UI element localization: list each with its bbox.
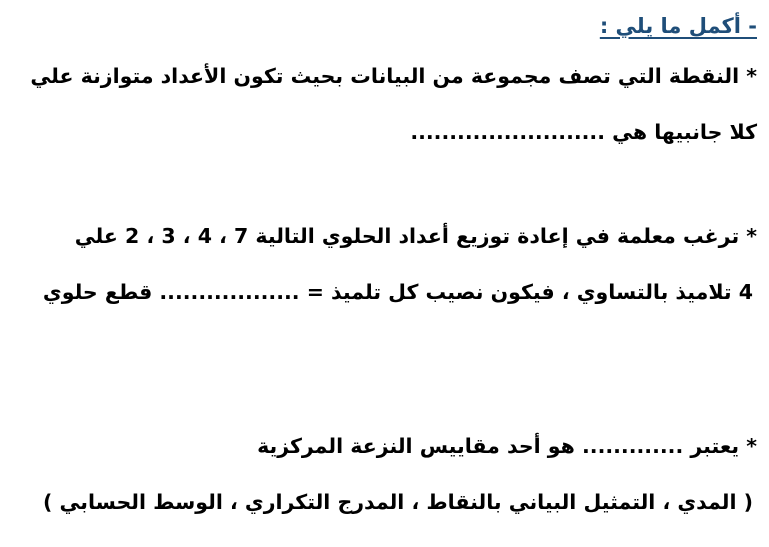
question-1-line-2: كلا جانبيها هي ......................... xyxy=(410,120,757,144)
question-3-line-1: * يعتبر ............. هو أحد مقاييس النزعة المركزية xyxy=(257,434,757,458)
question-1-line-1: * النقطة التي تصف مجموعة من البيانات بحيث تكون الأعداد متوازنة علي xyxy=(30,64,757,88)
question-2-line-2: 4 تلاميذ بالتساوي ، فيكون نصيب كل تلميذ = .................. قطع حلوي xyxy=(42,280,753,304)
page-heading: - أكمل ما يلي : xyxy=(599,14,757,38)
question-3-choices: ( المدي ، التمثيل البياني بالنقاط ، المدرج التكراري ، الوسط الحسابي ) xyxy=(43,490,753,514)
question-2-line-1: * ترغب معلمة في إعادة توزيع أعداد الحلوي التالية 7 ، 4 ، 3 ، 2 علي xyxy=(74,224,757,248)
